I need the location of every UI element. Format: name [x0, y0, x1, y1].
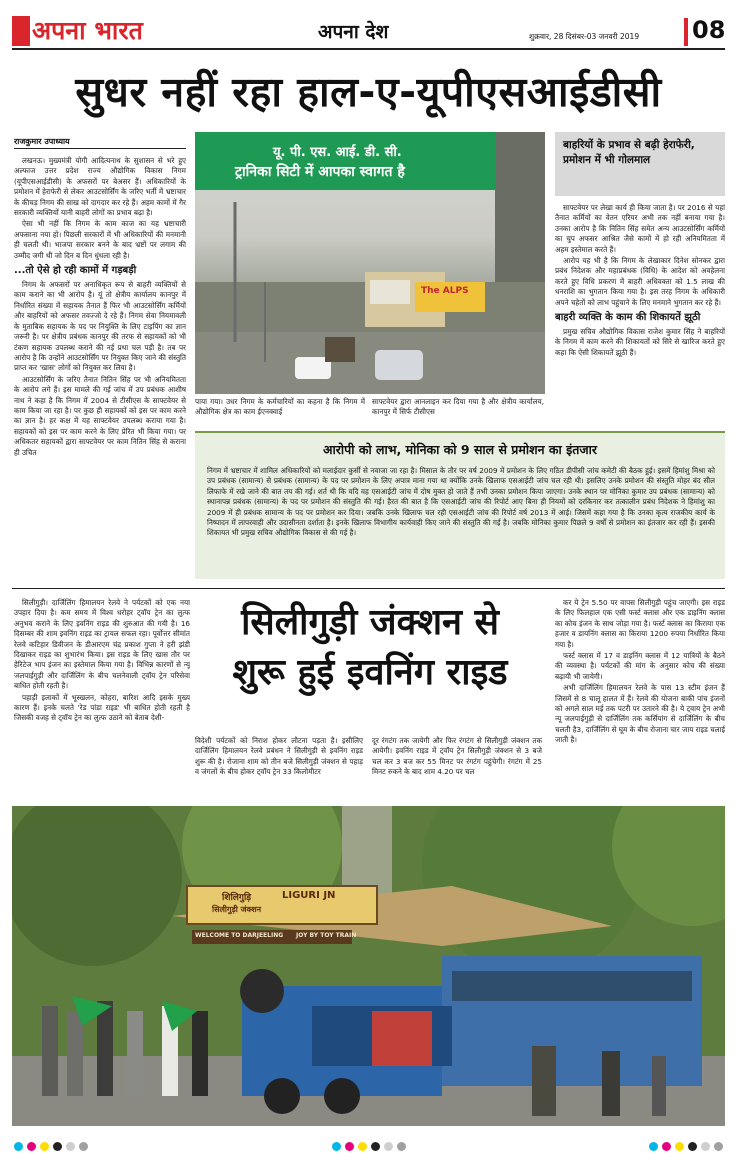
- story1-col1-para: लखनऊ। मुख्यमंत्री योगी आदित्यनाथ के सुशासन से भरे हुए अल्फाज उत्तर प्रदेश राज्य औद्योगिक विकास निगम (यूपीएसआईडीसी) के अफसरों पर बेअसर हैं। अधिकारियों के प्रमोशन में हेराफेरी से लेकर आउटसोर्सिंग के जरिए भर्ती में भ्रष्टाचार के कीचड़ निगम की साख को दागदार कर रहे हैं। अहम कामों में गैर सरकारी व्यक्तियों यानी बाहरी लोगों का प्रभाव बढ़ा है।: [14, 156, 186, 218]
- registration-dot: [714, 1142, 723, 1151]
- story1-subhead: बाहरी व्यक्ति के काम की शिकायतें झूठी: [555, 312, 701, 324]
- registration-dot: [332, 1142, 341, 1151]
- story1-byline: राजकुमार उपाध्याय: [14, 137, 70, 146]
- story2-col1-para: पहाड़ी इलाकों में भूस्खलन, कोहरा, बारिश आदि इसके मुख्य कारण हैं। इनके चलते 'रेड पांडा राइड' भी बाधित होती रहती है जिसकी वजह से ट्वॉय ट्रेन का लुत्फ उठाने को बेताब देशी-: [14, 692, 190, 723]
- story1-col4: [555, 203, 725, 427]
- registration-dot: [40, 1142, 49, 1151]
- billboard-text: The ALPS: [421, 286, 469, 296]
- page-number: 08: [692, 16, 726, 44]
- story1-col1-para: आउटसोर्सिंग के जरिए तैनात नितिन सिंह पर भी अनियमितता के आरोप लगे हैं। इस मामले की गई जांच में उप प्रबंधक आशीष नाथ ने कहा है कि निगम में 2004 से टीसीएस के साफ्टवेयर से काम किया जा रहा है। पर कुछ ही सहायकों को इस पर काम करने का ज्ञान है। हर कक्ष में यह साफ्टवेयर उपलब्ध कराया गया है। सहायकों को इस पर काम करने के लिए प्रेरित भी किया गया। पर अधिकतर सहायकों द्वारा साफ्टवेयर पर काम नितिन सिंह से कराना ही उचित: [14, 374, 186, 457]
- story2-col4-para: अभी दार्जिलिंग हिमालयन रेलवे के पास 13 स्टीम इंजन हैं जिसमें से 8 चालू हालत में हैं। रेलवे की योजना बाकी पांच इंजनों को अगले साल मई तक पटरी पर उतारने की है। ये ट्वाय ट्रेन अभी न्यू जलपाईगुड़ी से दार्जिलिंग तक कर्सियांग से दार्जिलिंग के बीच चलती है3, दार्जिलिंग से घूम के बीच रोजाना चार जाय राइड चलाई जाती है।: [555, 683, 725, 745]
- issue-date: शुक्रवार, 28 दिसंबर-03 जनवरी 2019: [529, 32, 640, 41]
- gate-sign-line1: यू. पी. एस. आई. डी. सी.: [273, 145, 402, 160]
- story1-col1: [14, 156, 186, 606]
- story2-photo: [12, 806, 725, 1126]
- registration-dot: [53, 1142, 62, 1151]
- story1-col4-para: साफ्टवेयर पर लेखा कार्य ही किया जाता है। पर 2016 से यहां तैनात कर्मियों का वेतन एरियर अभी तक नहीं बनाया गया है। उनका आरोप है कि नितिन सिंह समेत अन्य आउटसोर्सिंग कर्मियों का चुप अफसर आश्रित जैसे कामों में हो रही अनियमितता में अहम इस्तेमाल करते हैं।: [555, 203, 725, 254]
- story2-col3: दूर रंगटंग तक जायेगी और फिर रंगटंग से सिलीगुड़ी जंक्शन तक आयेगी। इवनिंग राइड में ट्वॉय ट्रेन सिलीगुड़ी जंक्शन से 3 बजे चल कर 3 बज कर 55 मिनट पर रंगटंग पहुंचेगी। रंगटंग में 25 मिनट रुकने के बाद शाम 4.20 पर चल: [372, 736, 542, 777]
- registration-dot: [14, 1142, 23, 1151]
- print-registration-strip: [12, 1138, 725, 1152]
- story2-col4: [555, 598, 725, 798]
- story1-col2: पाया गया। उधर निगम के कर्मचारियों का कहना है कि निगम में औद्योगिक क्षेत्र का काम ईएनक्वाई: [195, 397, 365, 417]
- story2-col1-para: सिलीगुड़ी। दार्जिलिंग हिमालयन रेलवे ने पर्यटकों को एक नया उपहार दिया है। कम समय में विश्व धरोहर ट्वॉय ट्रेन का लुत्फ अनुभव कराने के लिए इवनिंग राइड की शुरुआत की गयी है। 16 दिसम्बर की शाम इवनिंग राइड का ट्रायल सफल रहा। पूर्वोत्तर सीमांत रेलवे कटिहार डिवीजन के डीआरएम चंद्र प्रकाश गुप्ता ने हरी झंडी दिखाकर राइड का शुभारंभ किया। इस राइड के लिए खास तौर पर हेरिटेज भाप इंजन का इस्तेमाल किया गया है। विभिन्न कारणों से न्यू जलपाईगुड़ी और दार्जिलिंग के बीच चलनेवाली ट्वॉय ट्रेन परिसेवा बाधित होती रहती है।: [14, 598, 190, 691]
- station-sign-hindi-2: सिलीगुड़ी जंक्शन: [212, 905, 262, 914]
- story1-col3: साफ्टवेयर द्वारा आनलाइन कर दिया गया है और क्षेत्रीय कार्यालय, कानपुर में सिर्फ टीसीएस: [372, 397, 544, 417]
- welcome-banner-right: JOY BY TOY TRAIN: [296, 932, 357, 939]
- story1-photo: [195, 132, 545, 394]
- registration-dot-group: [330, 1136, 408, 1155]
- header-rule: [12, 48, 725, 50]
- registration-dot: [701, 1142, 710, 1151]
- toy-train-photo-image: [12, 806, 725, 1126]
- story1-col1-para: निगम के अफसरों पर अनाधिकृत रूप से बाहरी व्यक्तियों से काम कराने का भी आरोप है। यूं तो क्षेत्रीय कार्यालय कानपुर में निर्धारित संख्या में सहायक तैनात हैं फिर भी आउटसोर्सिंग कर्मियों और बाहरियों को अफसर तवज्जो दे रहे हैं। निगम सेवा नियमावली के मुताबिक सहायक के पद पर नियुक्ति के लिए टाइपिंग का ज्ञान जरूरी है। पर क्षेत्रीय प्रबंधक कानपुर की तरफ से सहायकों को भी टंकण सहायक उपलब्ध कराने की नई प्रथा चल पड़ी है। तब पर आरोप है कि उन्होंने आउटसोर्सिंग पर नियुक्त किए जाने की संस्तुति प्राप्त कर 'खास' लोगों को नियुक्त कर लिया है।: [14, 280, 186, 373]
- registration-dot: [688, 1142, 697, 1151]
- brand-logo-block: [12, 16, 30, 46]
- registration-dot-group: [12, 1136, 90, 1155]
- highlight-box-title: आरोपी को लाभ, मोनिका को 9 साल से प्रमोशन का इंतजार: [323, 442, 597, 457]
- section-name: अपना देश: [318, 21, 389, 43]
- registration-dot: [27, 1142, 36, 1151]
- story2-col1: [14, 598, 190, 798]
- story2-col4-para: कर ये ट्रेन 5.50 पर वापस सिलीगुड़ी पहुंच जाएगी। इस राइड के लिए फिलहाल एक एसी फर्स्ट क्लास और एक डाइनिंग क्लास का कोच इंजन के साथ जोड़ा गया है। फर्स्ट क्लास का किराया एक हजार व डायनिंग क्लास का किराया 1200 रुपया निर्धारित किया गया है।: [555, 598, 725, 649]
- brand-name: अपना भारत: [32, 16, 143, 45]
- gate-sign-line2: ट्रानिका सिटी में आपका स्वागत है: [235, 164, 405, 180]
- story-separator: [12, 588, 725, 589]
- registration-dot: [371, 1142, 380, 1151]
- registration-dot: [384, 1142, 393, 1151]
- story1-side-heading-box: [555, 132, 725, 196]
- story2-col2: विदेशी पर्यटकों को निराश होकर लौटना पड़ता है। इसीलिए दार्जिलिंग हिमालयन रेलवे प्रबंधन ने सिलीगुड़ी से इवनिंग राइड शुरू की है। रोजाना शाम को तीन बजे सिलीगुड़ी जंक्शन से पहाड़ व जंगलों के बीच होकर ट्वॉय ट्रेन 33 किलोमीटर: [195, 736, 363, 777]
- story1-col1-para: ऐसा भी नहीं कि निगम के काम काज का यह भ्रष्टाचारी अफसाना नया हो। पिछली सरकारों में भी अधिकारियों की मनमानी ही चलती थी। भाजपा सरकार बनने के बाद भ्रष्टों पर लगाम की उम्मीद जगी थी जो दिन ब दिन धुंधला रही है।: [14, 219, 186, 260]
- registration-dot: [649, 1142, 658, 1151]
- header-divider: [684, 18, 688, 46]
- story1-col4-para: प्रमुख सचिव औद्योगिक विकास राजेश कुमार सिंह ने बाहरियों के निगम में काम करने की शिकायतों को सिरे से खारिज करते हुए कहा कि ऐसी शिकायतें झूठी हैं।: [555, 327, 725, 357]
- registration-dot: [66, 1142, 75, 1151]
- masthead-bar: [0, 14, 737, 48]
- story2-headline-line2: शुरू हुई इवनिंग राइड: [232, 652, 508, 693]
- welcome-banner-left: WELCOME TO DARJEELING: [195, 932, 284, 939]
- registration-dot: [397, 1142, 406, 1151]
- story2-headline-line1: सिलीगुड़ी जंक्शन से: [241, 602, 499, 643]
- registration-dot: [345, 1142, 354, 1151]
- story1-highlight-box: [195, 431, 725, 579]
- highlight-box-text: निगम में भ्रष्टाचार में शामिल अधिकारियों को मलाईदार कुर्सी से नवाजा जा रहा है। मिसाल के तौर पर वर्ष 2009 में प्रमोशन के लिए गठित डीपीसी जांच कमेटी की बैठक हुई। इसमें हिमांशु मिश्रा को उप प्रबंधक (सामान्य) से प्रबंधक (सामान्य) के पद पर प्रमोशन के लिए अपात्र माना गया था क्योंकि उनके खिलाफ एसआईटी जांच चल रही थी। इसलिए उनके प्रमोशन की संस्तुति मोहर बंद सील लिफाफे में रखे जाने की बात तय की गई। शर्त थी कि यदि वह एसआईटी जांच में दोष मुक्त हो जाते हैं तभी उनका प्रमोशन किया जाएगा। उनके स्थान पर मोनिका कुमार उप प्रबंधक (सामान्य) को स्थानापन्न प्रबंधक (सामान्य) के पद पर प्रमोशन की संस्तुति की गई। हैरत की बात है कि एसआईटी जांच की रिपोर्ट आए बिना ही नियमों को दरकिनार कर तत्कालीन प्रबंध निदेशक ने हिमांशु का 2009 में ही प्रबंधक सामान्य के पद पर प्रमोशन कर दिया। जबकि उनके खिलाफ चल रही एसआईटी जांच की रिपोर्ट वर्ष 2013 में आई। जिसमें कहा गया है कि उनका कृत्य राजकीय कार्य के निष्पादन में लापरवाही और उदासीनता दर्शाता है। इनके खिलाफ विभागीय कार्यवाही किए जाने की संस्तुति की गई है। जबकि मोनिका कुमार पिछले 9 वर्षों से प्रमोशन का इंतजार कर रही हैं। इसकी शिकायत भी प्रमुख सचिव औद्योगिक विकास से की गई है।: [207, 466, 715, 538]
- station-sign-hindi: शिलिगुड़ि: [222, 893, 252, 903]
- registration-dot: [662, 1142, 671, 1151]
- registration-dot-group: [647, 1136, 725, 1155]
- registration-dot: [358, 1142, 367, 1151]
- story2-col4-para: फर्स्ट क्लास में 17 व डाइनिंग क्लास में 12 यात्रियों के बैठने की व्यवस्था है। पर्यटकों की मांग के अनुसार कोच की संख्या बढ़ायी भी जायेगी।: [555, 651, 725, 681]
- story1-subhead: ...तो ऐसे हो रही कामों में गड़बड़ी: [14, 265, 137, 277]
- story1-headline: सुधर नहीं रहा हाल-ए-यूपीएसआईडीसी: [75, 68, 662, 116]
- story1-side-heading: बाहरियों के प्रभाव से बढ़ी हेराफेरी, प्रमोशन में भी गोलमाल: [563, 139, 695, 166]
- story1-col4-para: आरोप यह भी है कि निगम के लेखाकार दिनेश सोनकर द्वारा प्रबंध निदेशक और महाप्रबंधक (विधि) के आदेश को अवहेलना करते हुए विधि प्रकरण में बाहरी अधिवक्ता को 1.5 लाख की धनराशि का भुगतान किया गया है। इस तरह निगम के अधिकारी अपने चहेतों को लाभ पहुंचाने के लिए मनमाने भुगतान कर रहे हैं।: [555, 256, 725, 307]
- byline-rule: [14, 148, 186, 149]
- registration-dot: [79, 1142, 88, 1151]
- registration-dot: [675, 1142, 684, 1151]
- station-sign-english: LIGURI JN: [282, 890, 336, 901]
